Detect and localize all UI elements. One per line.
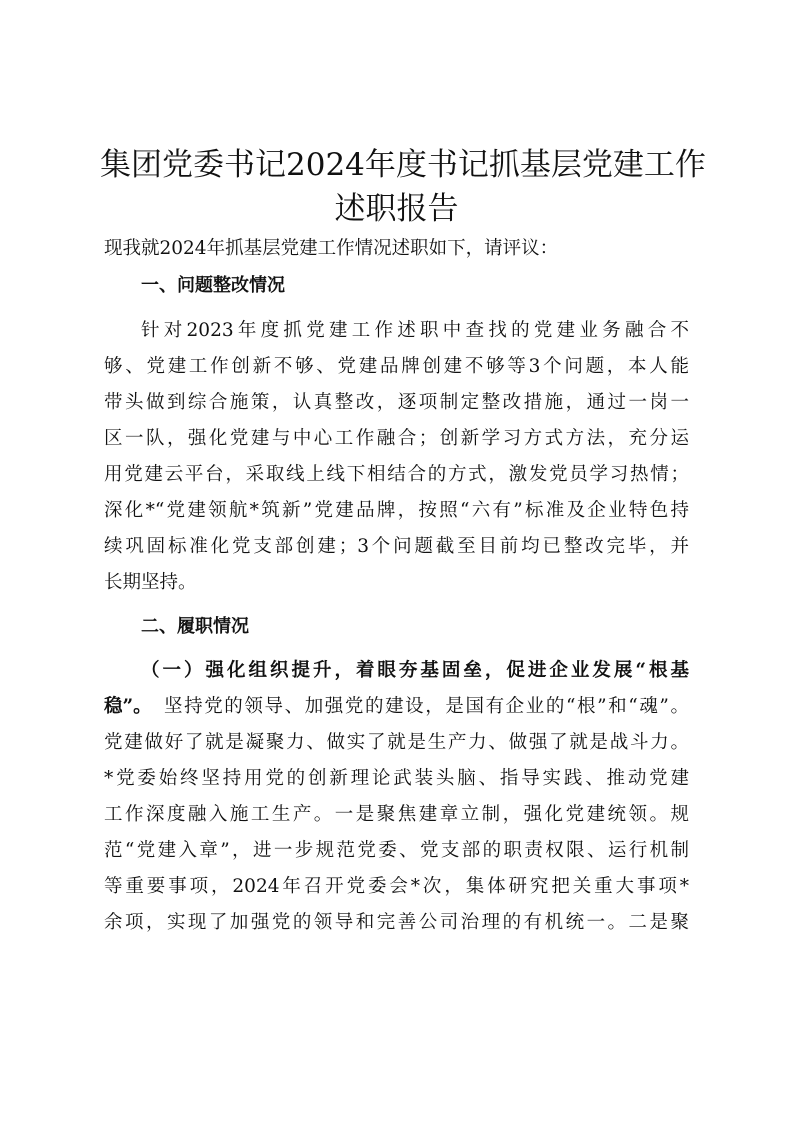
section-1-line-7: 续巩固标准化党支部创建；3个问题截至目前均已整改完毕，并 [104, 536, 689, 557]
section-2-line-5: 范“党建入章”，进一步规范党委、党支部的职责权限、运行机制 [104, 840, 689, 861]
section-1-heading: 一、问题整改情况 [141, 275, 285, 296]
subsection-1-heading-line-1: （一）强化组织提升，着眼夯基固垒，促进企业发展“根基 [141, 660, 689, 681]
section-1-line-8: 长期坚持。 [104, 572, 197, 593]
subsection-1-heading-line-2: 稳”。 [104, 696, 152, 717]
section-2-line-2: 党建做好了就是凝聚力、做实了就是生产力、做强了就是战斗力。 [104, 732, 689, 753]
section-1-line-1: 针对2023年度抓党建工作述职中查找的党建业务融合不 [141, 320, 689, 341]
document-title-line-1: 集团党委书记2024年度书记抓基层党建工作 [100, 147, 706, 183]
section-2-line-1: 坚持党的领导、加强党的建设，是国有企业的“根”和“魂”。 [164, 696, 689, 717]
intro-paragraph: 现我就2024年抓基层党建工作情况述职如下，请评议： [104, 238, 559, 259]
section-2-line-7: 余项，实现了加强党的领导和完善公司治理的有机统一。二是聚 [104, 912, 689, 933]
document-title-line-2: 述职报告 [334, 191, 459, 227]
section-1-line-4: 区一队，强化党建与中心工作融合；创新学习方式方法，充分运 [104, 428, 689, 449]
section-2-line-3: *党委始终坚持用党的创新理论武装头脑、指导实践、推动党建 [104, 768, 689, 789]
section-1-line-3: 带头做到综合施策，认真整改，逐项制定整改措施，通过一岗一 [104, 392, 689, 413]
section-2-line-4: 工作深度融入施工生产。一是聚焦建章立制，强化党建统领。规 [104, 804, 689, 825]
section-1-line-2: 够、党建工作创新不够、党建品牌创建不够等3个问题，本人能 [104, 356, 689, 377]
section-1-line-5: 用党建云平台，采取线上线下相结合的方式，激发党员学习热情； [104, 464, 689, 485]
section-1-line-6: 深化*“党建领航*筑新”党建品牌，按照“六有”标准及企业特色持 [104, 500, 689, 521]
section-2-heading: 二、履职情况 [141, 616, 249, 637]
section-2-line-6: 等重要事项，2024年召开党委会*次，集体研究把关重大事项* [104, 876, 689, 897]
